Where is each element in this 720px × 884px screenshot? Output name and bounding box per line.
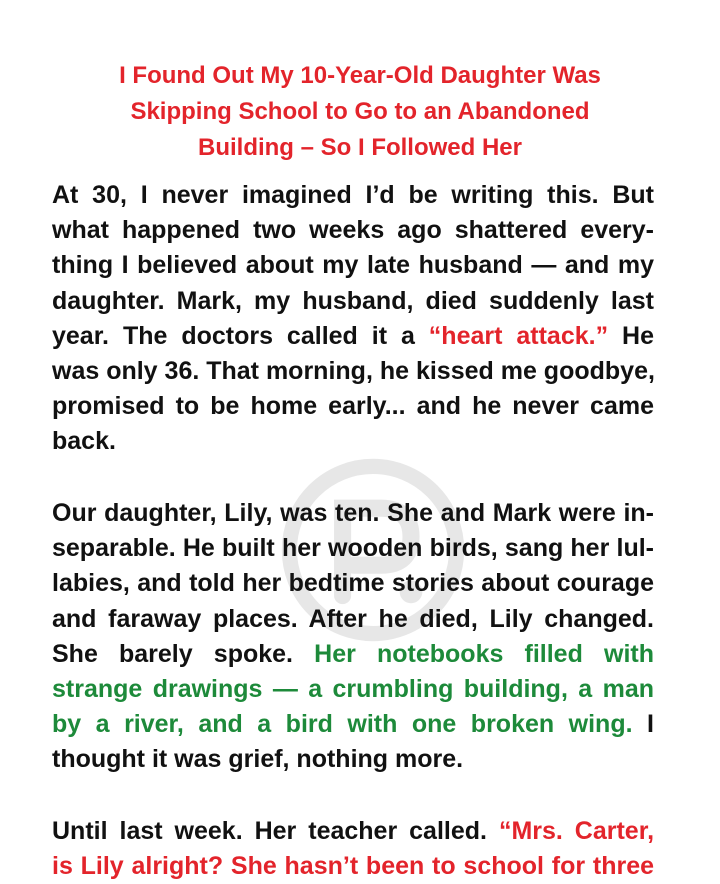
paragraph-3 (52, 814, 654, 884)
text-line (52, 814, 654, 849)
highlight-red: “Mrs. Carter, (498, 817, 655, 845)
text-line: thing I believed about my late husband — and my (52, 251, 654, 280)
text-segment: She barely spoke. (52, 639, 293, 668)
highlight-green: by a river, and a bird with one broken wing. (52, 710, 633, 739)
text-segment: Until last week. Her teacher called. (52, 817, 487, 845)
text-line (52, 319, 654, 354)
text-line: labies, and told her bedtime stories about courage (52, 569, 654, 598)
paragraph-1 (52, 178, 654, 460)
article-title (40, 58, 680, 166)
title-line: Building – So I Followed Her (197, 134, 522, 161)
text-line: At 30, I never imagined I’d be writing this. But (52, 181, 654, 209)
text-line: thought it was grief, nothing more. (52, 745, 464, 774)
highlight-green: Her notebooks filled with (314, 639, 654, 668)
highlight-red: “heart attack.” (428, 321, 609, 350)
text-line (52, 637, 654, 672)
text-line: was only 36. That morning, he kissed me goodbye, (52, 357, 655, 386)
text-line: Our daughter, Lily, was ten. She and Mark were in- (52, 499, 654, 527)
text-line: promised to be home early... and he never came (52, 392, 654, 421)
text-line: and faraway places. After he died, Lily changed. (52, 604, 654, 633)
title-line: I Found Out My 10-Year-Old Daughter Was (119, 62, 601, 89)
text-line: back. (52, 427, 116, 456)
text-line: separable. He built her wooden birds, sang her lul- (52, 534, 654, 563)
paragraph-2 (52, 496, 654, 778)
text-line: what happened two weeks ago shattered every- (52, 216, 654, 245)
text-line (52, 707, 654, 742)
highlight-green: strange drawings — a crumbling building, a man (52, 675, 654, 704)
title-line: Skipping School to Go to an Abandoned (130, 98, 590, 125)
text-segment: He (622, 321, 654, 350)
text-segment: year. The doctors called it a (52, 321, 415, 350)
highlight-red: is Lily alright? She hasn’t been to school for three (52, 852, 654, 881)
text-segment: I (647, 710, 654, 739)
text-line: daughter. Mark, my husband, died suddenly last (52, 286, 654, 315)
